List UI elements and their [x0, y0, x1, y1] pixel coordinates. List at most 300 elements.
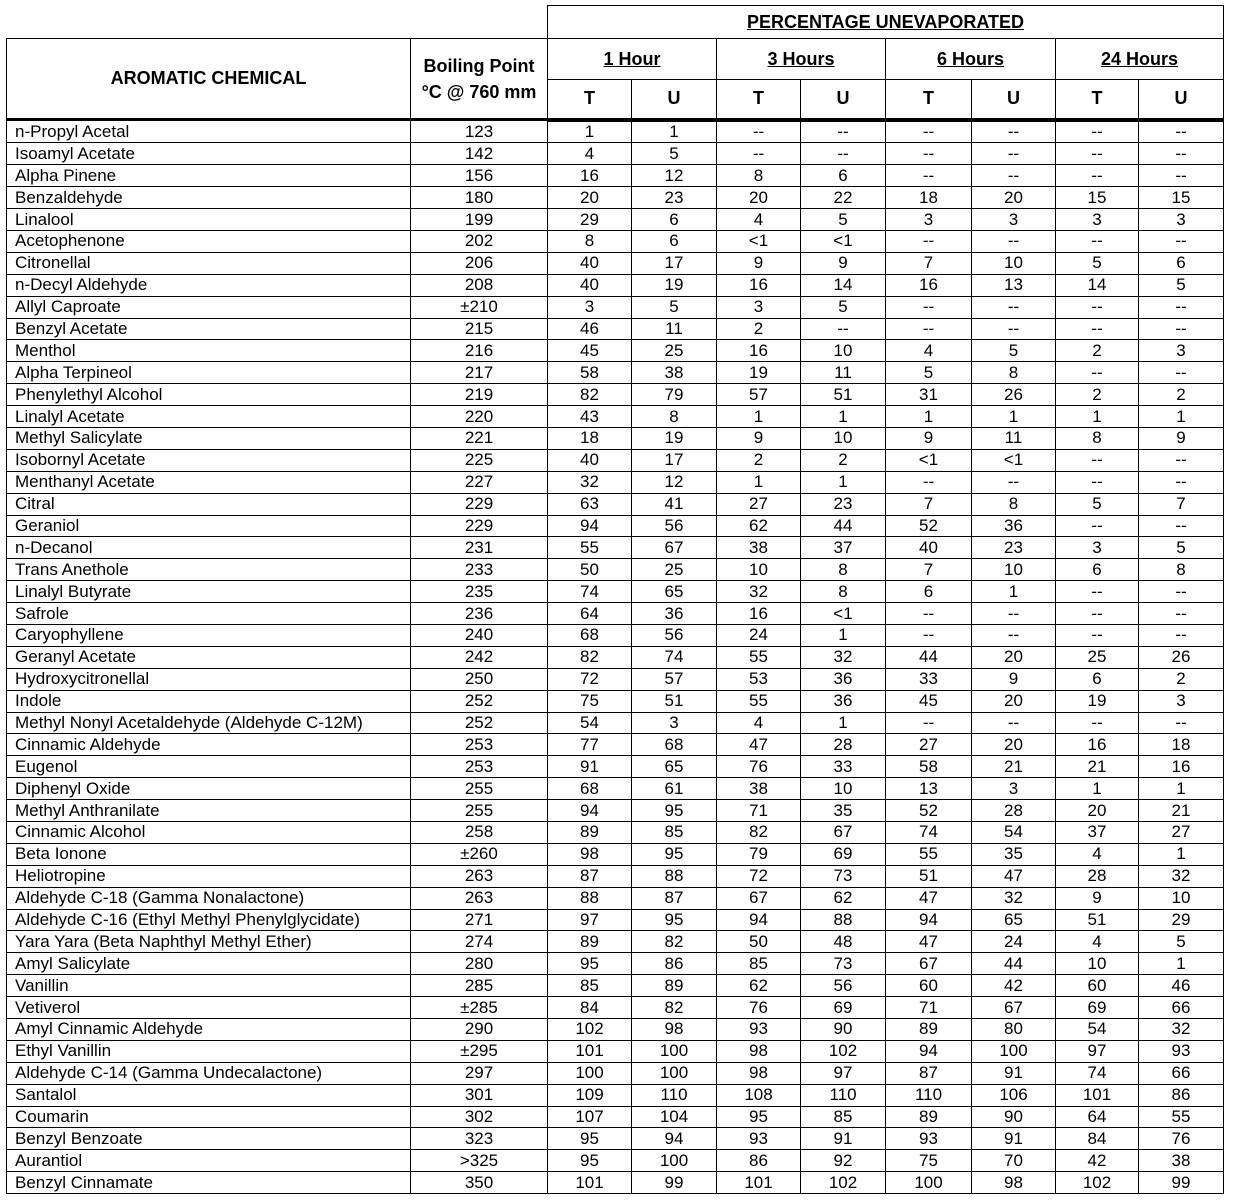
chemical-name-cell: Menthanyl Acetate — [7, 471, 411, 493]
t-3h-cell: 8 — [717, 165, 801, 187]
t-6h-cell: -- — [886, 471, 972, 493]
u-6h-cell: 1 — [972, 406, 1056, 428]
t-24h-cell: -- — [1056, 296, 1139, 318]
t-3h-cell: 67 — [717, 887, 801, 909]
boiling-point-cell: 142 — [411, 143, 548, 165]
u-24h-cell: 32 — [1139, 865, 1224, 887]
t-24h-cell: 84 — [1056, 1128, 1139, 1150]
u-6h-cell: 20 — [972, 646, 1056, 668]
boiling-point-cell: 253 — [411, 734, 548, 756]
boiling-point-cell: 180 — [411, 187, 548, 209]
u-1h-cell: 5 — [632, 296, 717, 318]
u-3h-cell: <1 — [801, 603, 886, 625]
u-6h-cell: 65 — [972, 909, 1056, 931]
u-1h-cell: 89 — [632, 975, 717, 997]
u-3h-cell: 32 — [801, 646, 886, 668]
u-3h-cell: 11 — [801, 362, 886, 384]
t-3h-cell: 47 — [717, 734, 801, 756]
t-6h-cell: -- — [886, 318, 972, 340]
u-24h-cell: -- — [1139, 603, 1224, 625]
u-1h-cell: 56 — [632, 624, 717, 646]
u-6h-cell: 106 — [972, 1084, 1056, 1106]
t-1h-cell: 18 — [548, 427, 632, 449]
u-column-header: U — [632, 80, 717, 120]
u-24h-cell: 1 — [1139, 843, 1224, 865]
t-3h-cell: 9 — [717, 427, 801, 449]
t-6h-cell: 87 — [886, 1062, 972, 1084]
t-3h-cell: 93 — [717, 1128, 801, 1150]
u-6h-cell: 3 — [972, 209, 1056, 231]
t-1h-cell: 74 — [548, 581, 632, 603]
boiling-point-cell: 274 — [411, 931, 548, 953]
t-24h-cell: 51 — [1056, 909, 1139, 931]
t-6h-cell: 7 — [886, 559, 972, 581]
t-6h-cell: 55 — [886, 843, 972, 865]
u-24h-cell: 26 — [1139, 646, 1224, 668]
u-6h-cell: 10 — [972, 559, 1056, 581]
chemical-name-cell: Citral — [7, 493, 411, 515]
t-3h-cell: 4 — [717, 712, 801, 734]
u-6h-cell: 54 — [972, 822, 1056, 844]
t-24h-cell: 3 — [1056, 537, 1139, 559]
t-3h-cell: 1 — [717, 406, 801, 428]
table-row — [7, 843, 1224, 865]
boiling-point-cell: 219 — [411, 384, 548, 406]
t-24h-cell: -- — [1056, 581, 1139, 603]
u-6h-cell: 8 — [972, 362, 1056, 384]
t-24h-cell: -- — [1056, 362, 1139, 384]
t-24h-cell: 101 — [1056, 1084, 1139, 1106]
t-3h-cell: 1 — [717, 471, 801, 493]
u-1h-cell: 61 — [632, 778, 717, 800]
evaporation-table — [6, 5, 1224, 1194]
table-row — [7, 865, 1224, 887]
t-1h-cell: 50 — [548, 559, 632, 581]
chemical-name-cell: Santalol — [7, 1084, 411, 1106]
t-6h-cell: 100 — [886, 1172, 972, 1194]
table-row — [7, 296, 1224, 318]
t-6h-cell: -- — [886, 143, 972, 165]
period-header-24h — [1056, 39, 1224, 80]
t-3h-cell: 53 — [717, 668, 801, 690]
u-3h-cell: 35 — [801, 800, 886, 822]
u-3h-cell: 10 — [801, 427, 886, 449]
chemical-name-cell: Diphenyl Oxide — [7, 778, 411, 800]
t-column-header: T — [717, 80, 801, 120]
u-6h-cell: 70 — [972, 1150, 1056, 1172]
u-1h-cell: 98 — [632, 1019, 717, 1041]
u-24h-cell: 46 — [1139, 975, 1224, 997]
u-6h-cell: 91 — [972, 1128, 1056, 1150]
u-6h-cell: -- — [972, 712, 1056, 734]
chemical-name-cell: Aldehyde C-14 (Gamma Undecalactone) — [7, 1062, 411, 1084]
table-row — [7, 340, 1224, 362]
table-row — [7, 756, 1224, 778]
u-6h-cell: 13 — [972, 274, 1056, 296]
t-6h-cell: 89 — [886, 1106, 972, 1128]
u-1h-cell: 19 — [632, 274, 717, 296]
t-3h-cell: 79 — [717, 843, 801, 865]
chemical-name-cell: Aldehyde C-16 (Ethyl Methyl Phenylglycidate) — [7, 909, 411, 931]
u-6h-cell: 20 — [972, 734, 1056, 756]
u-3h-cell: 6 — [801, 165, 886, 187]
t-24h-cell: -- — [1056, 471, 1139, 493]
t-6h-cell: 3 — [886, 209, 972, 231]
table-row — [7, 471, 1224, 493]
u-1h-cell: 86 — [632, 953, 717, 975]
u-24h-cell: 99 — [1139, 1172, 1224, 1194]
u-1h-cell: 23 — [632, 187, 717, 209]
u-1h-cell: 8 — [632, 406, 717, 428]
t-24h-cell: -- — [1056, 449, 1139, 471]
t-1h-cell: 64 — [548, 603, 632, 625]
u-6h-cell: 23 — [972, 537, 1056, 559]
u-6h-cell: 8 — [972, 493, 1056, 515]
boiling-point-cell: 301 — [411, 1084, 548, 1106]
table-row — [7, 1128, 1224, 1150]
chemical-name-cell: Methyl Anthranilate — [7, 800, 411, 822]
table-row — [7, 1106, 1224, 1128]
chemical-name-cell: Trans Anethole — [7, 559, 411, 581]
u-1h-cell: 41 — [632, 493, 717, 515]
u-3h-cell: 22 — [801, 187, 886, 209]
boiling-point-cell: 123 — [411, 120, 548, 143]
u-1h-cell: 110 — [632, 1084, 717, 1106]
u-1h-cell: 25 — [632, 340, 717, 362]
u-24h-cell: 2 — [1139, 668, 1224, 690]
t-6h-cell: 52 — [886, 515, 972, 537]
t-3h-cell: 24 — [717, 624, 801, 646]
u-24h-cell: 38 — [1139, 1150, 1224, 1172]
u-24h-cell: 2 — [1139, 384, 1224, 406]
t-3h-cell: 85 — [717, 953, 801, 975]
t-1h-cell: 72 — [548, 668, 632, 690]
u-1h-cell: 65 — [632, 581, 717, 603]
t-24h-cell: 54 — [1056, 1019, 1139, 1041]
t-1h-cell: 46 — [548, 318, 632, 340]
t-24h-cell: -- — [1056, 712, 1139, 734]
chemical-name-cell: Menthol — [7, 340, 411, 362]
t-6h-cell: 6 — [886, 581, 972, 603]
boiling-point-cell: 258 — [411, 822, 548, 844]
u-1h-cell: 38 — [632, 362, 717, 384]
u-24h-cell: -- — [1139, 143, 1224, 165]
t-1h-cell: 16 — [548, 165, 632, 187]
t-3h-cell: 72 — [717, 865, 801, 887]
chemical-name-cell: Cinnamic Alcohol — [7, 822, 411, 844]
u-6h-cell: 20 — [972, 187, 1056, 209]
u-24h-cell: 76 — [1139, 1128, 1224, 1150]
period-header-3h — [717, 39, 886, 80]
u-24h-cell: -- — [1139, 362, 1224, 384]
t-6h-cell: 47 — [886, 931, 972, 953]
group-header — [548, 6, 1224, 39]
chemical-name-cell: Geraniol — [7, 515, 411, 537]
table-row — [7, 1062, 1224, 1084]
t-24h-cell: 10 — [1056, 953, 1139, 975]
boiling-point-label: Boiling Point — [423, 55, 535, 76]
table-row — [7, 187, 1224, 209]
t-6h-cell: 89 — [886, 1019, 972, 1041]
t-column-header: T — [886, 80, 972, 120]
table-row — [7, 887, 1224, 909]
u-1h-cell: 88 — [632, 865, 717, 887]
t-1h-cell: 91 — [548, 756, 632, 778]
u-3h-cell: 2 — [801, 449, 886, 471]
u-6h-cell: 32 — [972, 887, 1056, 909]
t-1h-cell: 101 — [548, 1040, 632, 1062]
t-24h-cell: 21 — [1056, 756, 1139, 778]
u-1h-cell: 11 — [632, 318, 717, 340]
u-3h-cell: 8 — [801, 559, 886, 581]
t-24h-cell: 5 — [1056, 493, 1139, 515]
t-6h-cell: 7 — [886, 252, 972, 274]
t-1h-cell: 77 — [548, 734, 632, 756]
chemical-name-cell: Heliotropine — [7, 865, 411, 887]
u-1h-cell: 95 — [632, 843, 717, 865]
t-column-header: T — [1056, 80, 1139, 120]
t-1h-cell: 89 — [548, 822, 632, 844]
u-1h-cell: 12 — [632, 471, 717, 493]
t-1h-cell: 32 — [548, 471, 632, 493]
t-6h-cell: 9 — [886, 427, 972, 449]
t-3h-cell: 55 — [717, 690, 801, 712]
table-row — [7, 778, 1224, 800]
u-1h-cell: 36 — [632, 603, 717, 625]
table-row — [7, 646, 1224, 668]
chemical-name-cell: Vetiverol — [7, 997, 411, 1019]
t-3h-cell: 76 — [717, 756, 801, 778]
u-3h-cell: 92 — [801, 1150, 886, 1172]
u-24h-cell: 3 — [1139, 690, 1224, 712]
u-24h-cell: -- — [1139, 230, 1224, 252]
u-3h-cell: 90 — [801, 1019, 886, 1041]
t-6h-cell: 51 — [886, 865, 972, 887]
chemical-name-cell: Linalool — [7, 209, 411, 231]
u-1h-cell: 12 — [632, 165, 717, 187]
table-row — [7, 997, 1224, 1019]
t-3h-cell: 62 — [717, 975, 801, 997]
u-3h-cell: 69 — [801, 843, 886, 865]
t-24h-cell: 6 — [1056, 559, 1139, 581]
u-24h-cell: -- — [1139, 318, 1224, 340]
t-6h-cell: 47 — [886, 887, 972, 909]
boiling-point-cell: 255 — [411, 778, 548, 800]
u-1h-cell: 51 — [632, 690, 717, 712]
u-1h-cell: 82 — [632, 997, 717, 1019]
u-3h-cell: 1 — [801, 471, 886, 493]
u-6h-cell: 24 — [972, 931, 1056, 953]
chemical-name-cell: Eugenol — [7, 756, 411, 778]
u-6h-cell: -- — [972, 318, 1056, 340]
t-6h-cell: 33 — [886, 668, 972, 690]
u-6h-cell: -- — [972, 143, 1056, 165]
t-3h-cell: 38 — [717, 537, 801, 559]
u-24h-cell: -- — [1139, 449, 1224, 471]
u-3h-cell: 56 — [801, 975, 886, 997]
chemical-name-cell: Linalyl Butyrate — [7, 581, 411, 603]
chemical-name-cell: Ethyl Vanillin — [7, 1040, 411, 1062]
u-3h-cell: 69 — [801, 997, 886, 1019]
t-3h-cell: 82 — [717, 822, 801, 844]
t-6h-cell: 60 — [886, 975, 972, 997]
boiling-point-cell: 221 — [411, 427, 548, 449]
boiling-point-cell: 217 — [411, 362, 548, 384]
u-6h-cell: 26 — [972, 384, 1056, 406]
t-1h-cell: 75 — [548, 690, 632, 712]
u-6h-cell: -- — [972, 230, 1056, 252]
u-24h-cell: -- — [1139, 165, 1224, 187]
boiling-point-cell: 242 — [411, 646, 548, 668]
period-label: 24 Hours — [1100, 48, 1179, 69]
u-6h-cell: 36 — [972, 515, 1056, 537]
table-row — [7, 668, 1224, 690]
t-1h-cell: 40 — [548, 274, 632, 296]
u-6h-cell: 35 — [972, 843, 1056, 865]
chemical-name-cell: Cinnamic Aldehyde — [7, 734, 411, 756]
t-3h-cell: 32 — [717, 581, 801, 603]
u-3h-cell: 9 — [801, 252, 886, 274]
chemical-name-cell: Alpha Terpineol — [7, 362, 411, 384]
u-24h-cell: 27 — [1139, 822, 1224, 844]
u-6h-cell: 10 — [972, 252, 1056, 274]
u-3h-cell: 23 — [801, 493, 886, 515]
t-6h-cell: 27 — [886, 734, 972, 756]
boiling-point-cell: 225 — [411, 449, 548, 471]
t-24h-cell: 9 — [1056, 887, 1139, 909]
u-24h-cell: -- — [1139, 624, 1224, 646]
u-column-header: U — [801, 80, 886, 120]
u-24h-cell: -- — [1139, 120, 1224, 143]
table-row — [7, 931, 1224, 953]
u-24h-cell: 7 — [1139, 493, 1224, 515]
u-1h-cell: 17 — [632, 449, 717, 471]
u-3h-cell: 8 — [801, 581, 886, 603]
chemical-name-cell: Benzyl Acetate — [7, 318, 411, 340]
boiling-point-cell: >325 — [411, 1150, 548, 1172]
t-24h-cell: -- — [1056, 143, 1139, 165]
t-3h-cell: 94 — [717, 909, 801, 931]
table-row — [7, 690, 1224, 712]
u-3h-cell: 62 — [801, 887, 886, 909]
chemical-name-cell: Benzaldehyde — [7, 187, 411, 209]
u-6h-cell: 90 — [972, 1106, 1056, 1128]
boiling-point-cell: 240 — [411, 624, 548, 646]
boiling-point-cell: 263 — [411, 865, 548, 887]
boiling-point-cell: 290 — [411, 1019, 548, 1041]
table-row — [7, 1084, 1224, 1106]
u-24h-cell: -- — [1139, 515, 1224, 537]
chemical-name-cell: Methyl Salicylate — [7, 427, 411, 449]
t-6h-cell: 52 — [886, 800, 972, 822]
table-row — [7, 318, 1224, 340]
t-3h-cell: 50 — [717, 931, 801, 953]
t-24h-cell: 69 — [1056, 997, 1139, 1019]
u-3h-cell: 28 — [801, 734, 886, 756]
boiling-point-cell: 216 — [411, 340, 548, 362]
boiling-point-cell: 323 — [411, 1128, 548, 1150]
period-label: 3 Hours — [767, 48, 835, 69]
t-24h-cell: 2 — [1056, 384, 1139, 406]
u-3h-cell: -- — [801, 318, 886, 340]
t-3h-cell: 16 — [717, 603, 801, 625]
u-1h-cell: 65 — [632, 756, 717, 778]
chemical-name-cell: Beta Ionone — [7, 843, 411, 865]
u-6h-cell: 3 — [972, 778, 1056, 800]
table-row — [7, 362, 1224, 384]
t-6h-cell: 4 — [886, 340, 972, 362]
t-24h-cell: 25 — [1056, 646, 1139, 668]
boiling-point-cell: ±295 — [411, 1040, 548, 1062]
u-6h-cell: 5 — [972, 340, 1056, 362]
t-1h-cell: 100 — [548, 1062, 632, 1084]
boiling-point-cell: 255 — [411, 800, 548, 822]
chemical-name-cell: Allyl Caproate — [7, 296, 411, 318]
table-row — [7, 975, 1224, 997]
chemical-name-cell: Vanillin — [7, 975, 411, 997]
header-blank — [7, 6, 548, 39]
u-24h-cell: 18 — [1139, 734, 1224, 756]
u-3h-cell: 1 — [801, 406, 886, 428]
t-6h-cell: 93 — [886, 1128, 972, 1150]
t-3h-cell: 3 — [717, 296, 801, 318]
u-3h-cell: 110 — [801, 1084, 886, 1106]
u-1h-cell: 100 — [632, 1040, 717, 1062]
table-row — [7, 909, 1224, 931]
u-6h-cell: 20 — [972, 690, 1056, 712]
table-body — [7, 120, 1224, 1194]
t-6h-cell: 45 — [886, 690, 972, 712]
u-1h-cell: 79 — [632, 384, 717, 406]
u-6h-cell: -- — [972, 603, 1056, 625]
u-3h-cell: <1 — [801, 230, 886, 252]
table-row — [7, 953, 1224, 975]
t-6h-cell: 94 — [886, 909, 972, 931]
t-1h-cell: 95 — [548, 1128, 632, 1150]
u-3h-cell: 5 — [801, 209, 886, 231]
boiling-point-cell: 233 — [411, 559, 548, 581]
t-24h-cell: -- — [1056, 230, 1139, 252]
t-1h-cell: 1 — [548, 120, 632, 143]
u-24h-cell: 16 — [1139, 756, 1224, 778]
t-24h-cell: 64 — [1056, 1106, 1139, 1128]
t-3h-cell: 19 — [717, 362, 801, 384]
t-6h-cell: 94 — [886, 1040, 972, 1062]
u-1h-cell: 57 — [632, 668, 717, 690]
u-24h-cell: -- — [1139, 296, 1224, 318]
chemical-name-cell: Amyl Salicylate — [7, 953, 411, 975]
boiling-point-cell: 302 — [411, 1106, 548, 1128]
u-1h-cell: 67 — [632, 537, 717, 559]
t-1h-cell: 82 — [548, 646, 632, 668]
u-6h-cell: -- — [972, 624, 1056, 646]
t-6h-cell: 110 — [886, 1084, 972, 1106]
t-1h-cell: 54 — [548, 712, 632, 734]
table-row — [7, 165, 1224, 187]
t-3h-cell: 16 — [717, 274, 801, 296]
t-6h-cell: 58 — [886, 756, 972, 778]
u-1h-cell: 3 — [632, 712, 717, 734]
t-24h-cell: 2 — [1056, 340, 1139, 362]
t-3h-cell: 4 — [717, 209, 801, 231]
t-1h-cell: 97 — [548, 909, 632, 931]
u-3h-cell: -- — [801, 120, 886, 143]
t-1h-cell: 89 — [548, 931, 632, 953]
chemical-column-header: AROMATIC CHEMICAL — [7, 39, 411, 120]
u-3h-cell: 73 — [801, 953, 886, 975]
table-row — [7, 822, 1224, 844]
t-6h-cell: -- — [886, 712, 972, 734]
